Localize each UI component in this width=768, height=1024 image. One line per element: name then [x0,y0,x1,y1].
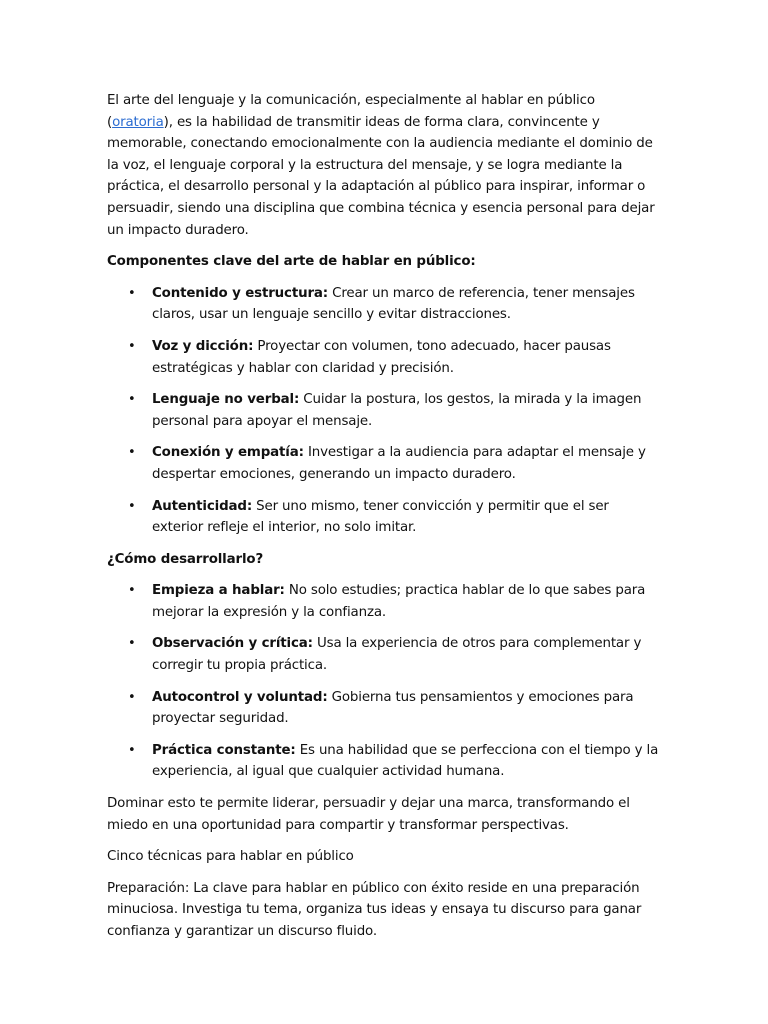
develop-heading: ¿Cómo desarrollarlo? [107,551,264,567]
bullet-icon: • [128,445,136,461]
list-item [107,496,663,539]
item-text: Crear un marco de referencia, tener mensajes claros, usar un lenguaje sencillo y evitar distracciones. [152,285,635,323]
item-text: Proyectar con volumen, tono adecuado, hacer pausas estratégicas y hablar con claridad y precisión. [152,338,611,376]
list-item [107,740,663,783]
list-item [107,283,663,326]
components-heading: Componentes clave del arte de hablar en público: [107,254,476,270]
list-item [107,687,663,730]
item-term: Empieza a hablar: [152,583,285,599]
oratoria-link[interactable]: oratoria [112,114,164,130]
document-page [107,90,663,953]
list-item [107,389,663,432]
bullet-icon: • [128,636,136,652]
list-item [107,442,663,485]
item-text: Investigar a la audiencia para adaptar el mensaje y despertar emociones, generando un impacto duradero. [152,445,646,482]
bullet-icon: • [128,689,136,705]
item-term: Práctica constante: [152,742,296,758]
item-term: Contenido y estructura: [152,285,329,301]
preparation-paragraph: Preparación: La clave para hablar en público con éxito reside en una preparación minuciosa. Investiga tu tema, organiza tus ideas y ensaya tu discurso para ganar confianza y garantizar un discurso fluido. [107,880,642,939]
item-text: Usa la experiencia de otros para complementar y corregir tu propia práctica. [152,636,642,674]
item-term: Autocontrol y voluntad: [152,689,328,705]
bullet-icon: • [128,498,136,514]
item-term: Voz y dicción: [152,338,254,354]
techniques-heading: Cinco técnicas para hablar en público [107,849,354,865]
bullet-icon: • [128,583,136,599]
bullet-icon: • [128,285,136,301]
item-term: Lenguaje no verbal: [152,392,300,408]
item-text: No solo estudies; practica hablar de lo que sabes para mejorar la expresión y la confianza. [152,583,646,620]
bullet-icon: • [128,338,136,354]
components-list [107,283,663,539]
closing-paragraph: Dominar esto te permite liderar, persuadir y dejar una marca, transformando el miedo en una oportunidad para compartir y transformar perspectivas. [107,796,630,833]
list-item [107,633,663,676]
bullet-icon: • [128,742,136,758]
intro-text-before-link: El arte del lenguaje y la comunicación, especialmente al hablar en público ( [107,93,595,130]
item-text: Es una habilidad que se perfecciona con el tiempo y la experiencia, al igual que cualquier actividad humana. [152,742,659,780]
intro-paragraph [107,90,663,241]
list-item [107,580,663,623]
item-text: Ser uno mismo, tener convicción y permitir que el ser exterior refleje el interior, no solo imitar. [152,498,609,536]
item-text: Gobierna tus pensamientos y emociones para proyectar seguridad. [152,689,634,727]
intro-text-after-link: ), es la habilidad de transmitir ideas de forma clara, convincente y memorable, conectando emocionalmente con la audiencia mediante el dominio de la voz, el lenguaje corporal y la estructura del mensaje, y se logra mediante la práctica, el desarrollo personal y la adaptación al público para inspirar, informar o persuadir, siendo una disciplina que combina técnica y esencia personal para dejar un impacto duradero. [107,114,655,238]
item-text: Cuidar la postura, los gestos, la mirada y la imagen personal para apoyar el mensaje. [152,392,642,429]
bullet-icon: • [128,392,136,408]
list-item [107,336,663,379]
item-term: Conexión y empatía: [152,445,304,461]
item-term: Observación y crítica: [152,636,313,652]
item-term: Autenticidad: [152,498,253,514]
develop-list [107,580,663,783]
